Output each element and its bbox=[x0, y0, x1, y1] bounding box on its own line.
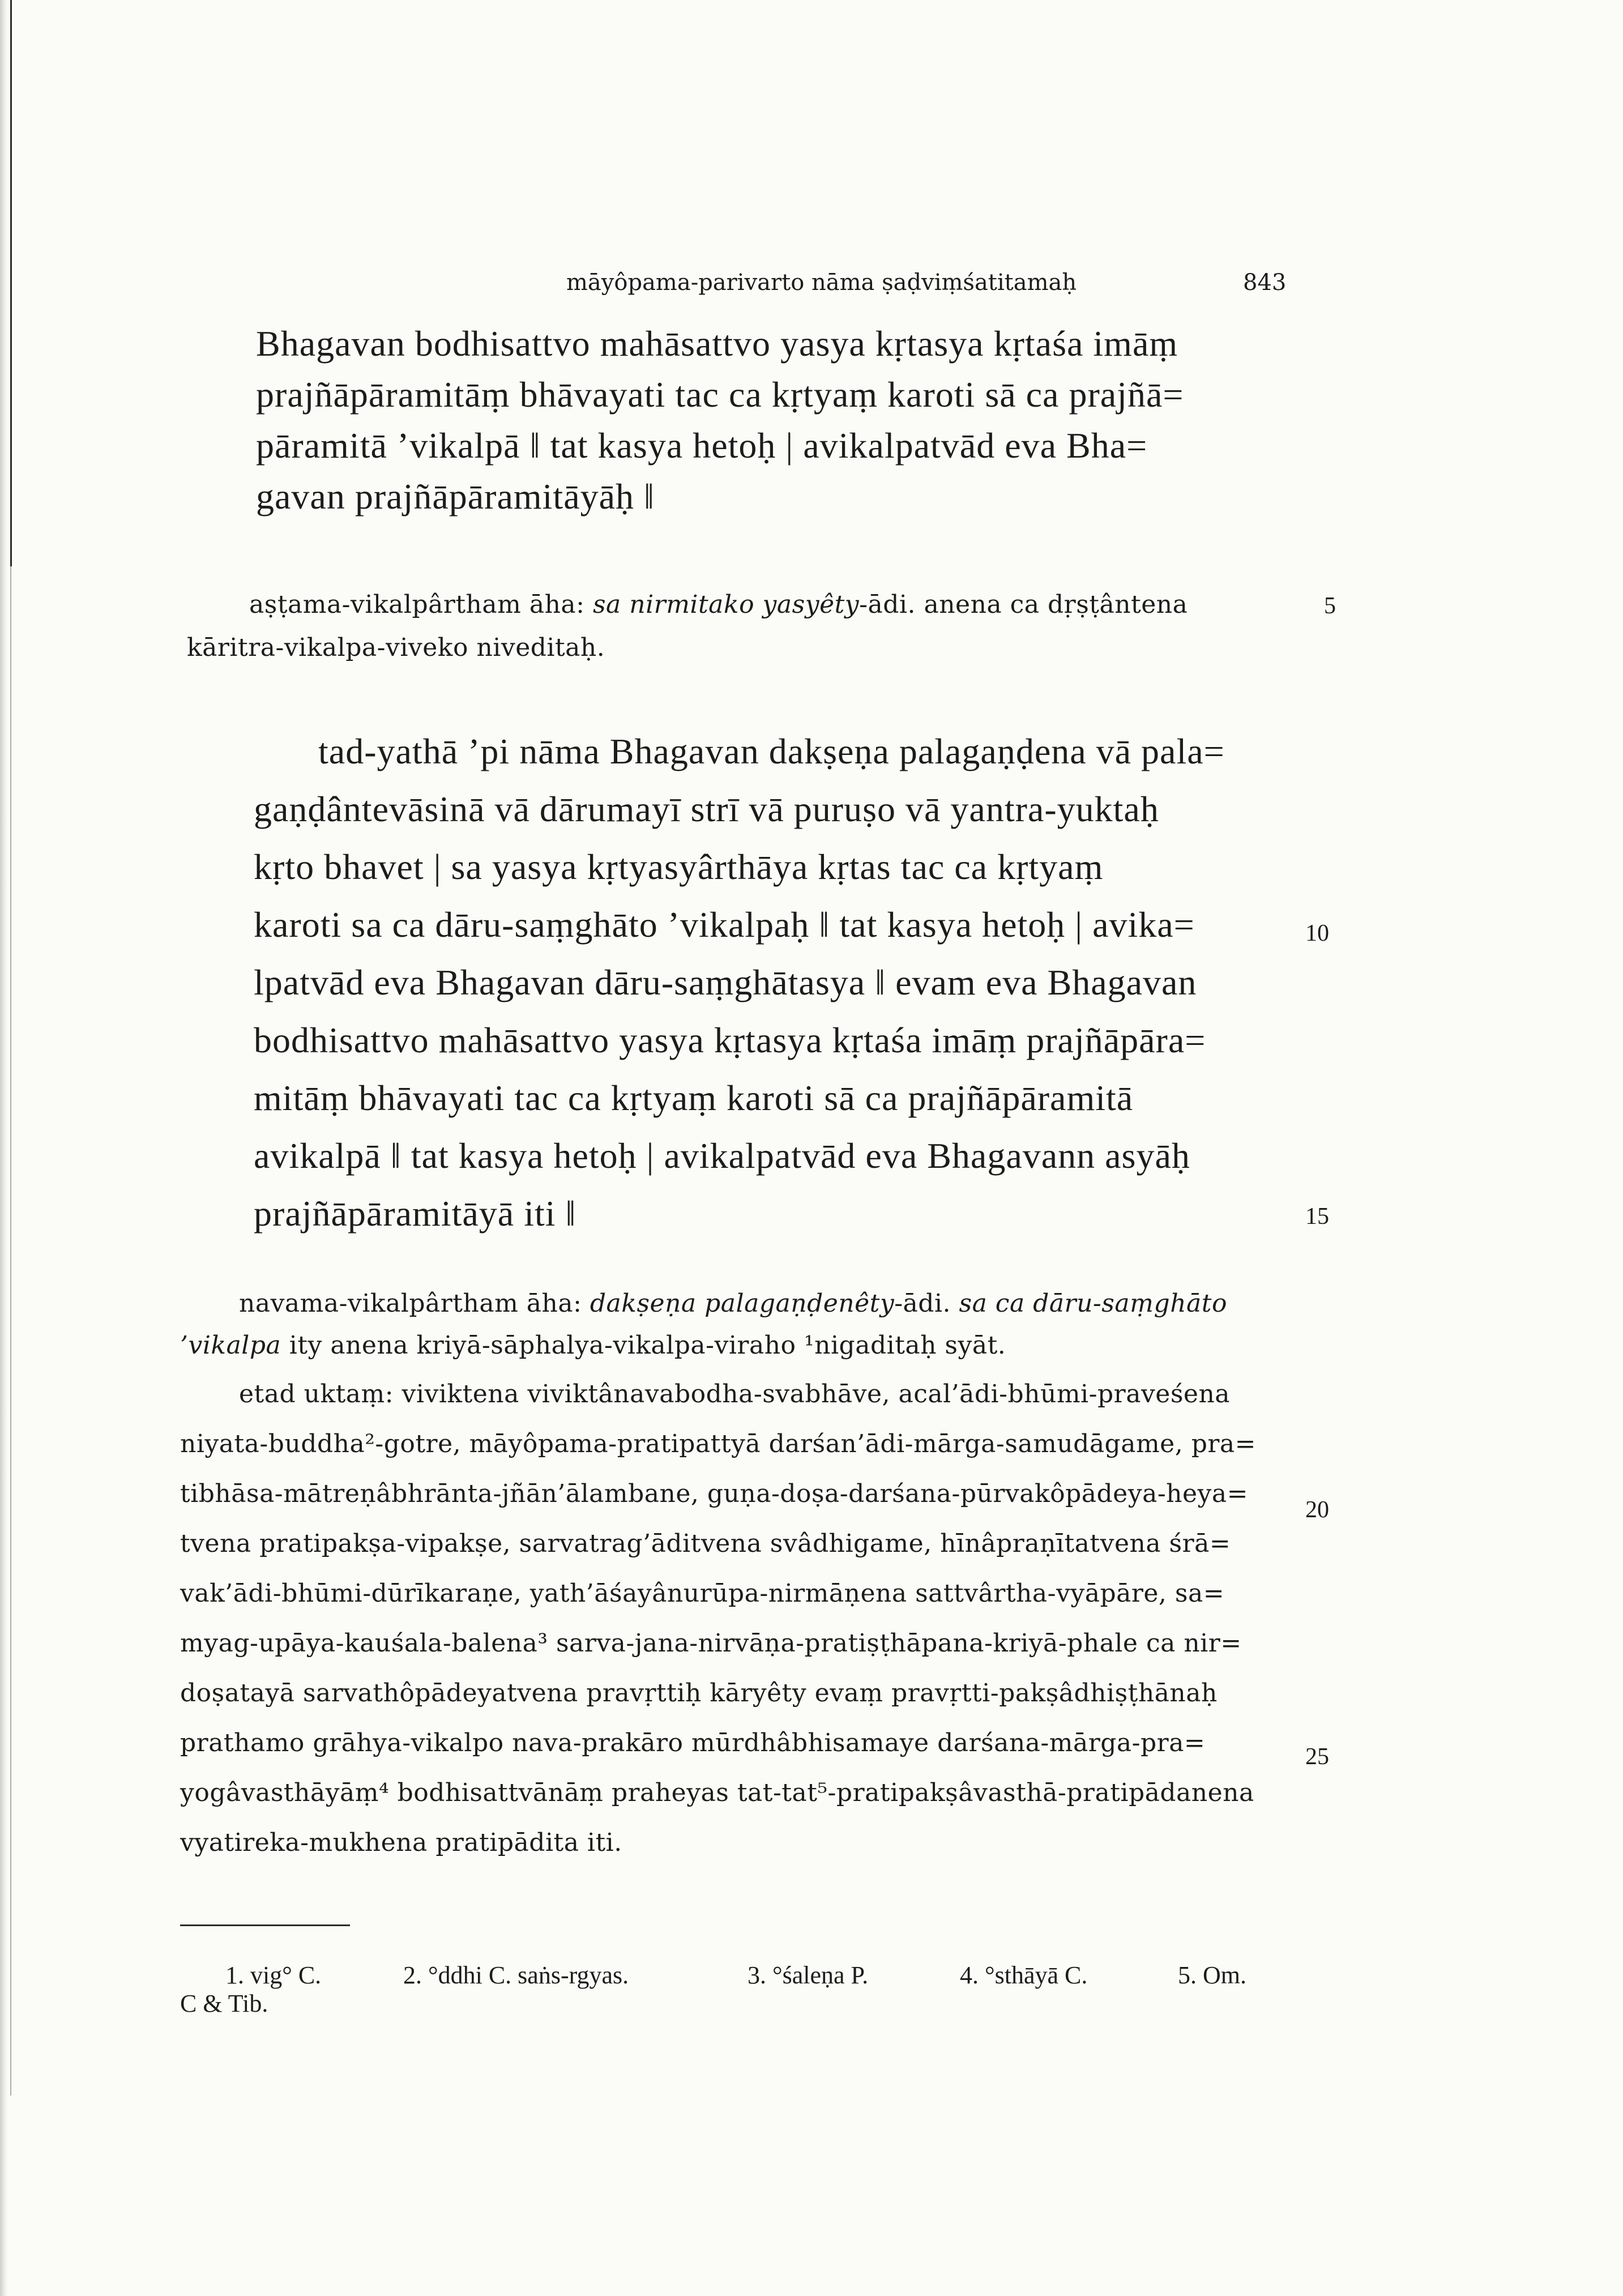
scan-edge-shadow bbox=[0, 0, 8, 2296]
commentary-prefix: navama-vikalpârtham āha: bbox=[239, 1289, 590, 1318]
line-number: 5 bbox=[1324, 593, 1336, 619]
text-line: prajñāpāramitāyā iti ‖ bbox=[254, 1193, 576, 1234]
footnote: 1. vig° C. bbox=[225, 1961, 322, 1989]
commentary-line: myag-upāya-kauśala-balena³ sarva-jana-nirvāṇa-pratiṣṭhāpana-kriyā-phale ca nir= bbox=[180, 1629, 1242, 1658]
commentary-line bbox=[249, 590, 1188, 619]
commentary-citation: ’vikalpa bbox=[180, 1331, 281, 1360]
commentary-line: yogâvasthāyāṃ⁴ bodhisattvānāṃ praheyas tat-tat⁵-pratipakṣâvasthā-pratipādanena bbox=[180, 1778, 1254, 1807]
running-head: māyôpama-parivarto nāma ṣaḍviṃśatitamaḥ bbox=[566, 270, 1077, 296]
commentary-suffix: -ādi. anena ca dṛṣṭântena bbox=[859, 590, 1188, 619]
commentary-citation: dakṣeṇa palagaṇḍenêty bbox=[590, 1289, 895, 1318]
line-number: 20 bbox=[1305, 1497, 1329, 1523]
text-line: gaṇḍântevāsinā vā dārumayī strī vā puruṣo vā yantra-yuktaḥ bbox=[254, 789, 1159, 829]
text-line: gavan prajñāpāramitāyāḥ ‖ bbox=[256, 476, 655, 517]
scan-binding-line-faint bbox=[10, 566, 11, 2096]
text-line: kṛto bhavet | sa yasya kṛtyasyârthāya kṛtas tac ca kṛtyaṃ bbox=[254, 847, 1104, 887]
footnote: 2. °ddhi C. saṅs-rgyas. bbox=[403, 1961, 629, 1989]
text-line: mitāṃ bhāvayati tac ca kṛtyaṃ karoti sā ca prajñāpāramitā bbox=[254, 1078, 1134, 1118]
text-line: pāramitā ’vikalpā ‖ tat kasya hetoḥ | avikalpatvād eva Bha= bbox=[256, 425, 1148, 466]
text-line: Bhagavan bodhisattvo mahāsattvo yasya kṛtasya kṛtaśa imāṃ bbox=[256, 323, 1178, 364]
commentary-line: tvena pratipakṣa-vipakṣe, sarvatrag’āditvena svâdhigame, hīnâpraṇītatvena śrā= bbox=[180, 1529, 1231, 1558]
text-line: prajñāpāramitāṃ bhāvayati tac ca kṛtyaṃ karoti sā ca prajñā= bbox=[256, 374, 1184, 415]
commentary-citation: sa ca dāru-saṃghāto bbox=[959, 1289, 1227, 1318]
text-line: lpatvād eva Bhagavan dāru-saṃghātasya ‖ evam eva Bhagavan bbox=[254, 962, 1197, 1002]
commentary-line: kāritra-vikalpa-viveko niveditaḥ. bbox=[187, 633, 605, 662]
commentary-line: niyata-buddha²-gotre, māyôpama-pratipattyā darśan’ādi-mārga-samudāgame, pra= bbox=[180, 1429, 1256, 1458]
commentary-line: vyatireka-mukhena pratipādita iti. bbox=[180, 1828, 622, 1857]
line-number: 25 bbox=[1305, 1744, 1329, 1770]
footnote: 5. Om. bbox=[1178, 1961, 1246, 1989]
text-line: avikalpā ‖ tat kasya hetoḥ | avikalpatvād eva Bhagavann asyāḥ bbox=[254, 1136, 1190, 1176]
footnote: 3. °śaleṇa P. bbox=[748, 1961, 869, 1989]
commentary-prefix: aṣṭama-vikalpârtham āha: bbox=[249, 590, 593, 619]
commentary-citation: sa nirmitako yasyêty bbox=[592, 590, 860, 619]
page-number: 843 bbox=[1243, 270, 1287, 296]
footnote: 4. °sthāyā C. bbox=[960, 1961, 1088, 1989]
commentary-line bbox=[239, 1289, 1227, 1318]
commentary-line: vak’ādi-bhūmi-dūrīkaraṇe, yath’āśayânurūpa-nirmāṇena sattvârtha-vyāpāre, sa= bbox=[180, 1579, 1225, 1608]
commentary-line: doṣatayā sarvathôpādeyatvena pravṛttiḥ kāryêty evaṃ pravṛtti-pakṣâdhiṣṭhānaḥ bbox=[180, 1679, 1218, 1708]
line-number: 15 bbox=[1305, 1204, 1329, 1230]
line-number: 10 bbox=[1305, 920, 1329, 946]
commentary-line bbox=[180, 1331, 1006, 1360]
commentary-line: prathamo grāhya-vikalpo nava-prakāro mūrdhâbhisamaye darśana-mārga-pra= bbox=[180, 1729, 1206, 1757]
commentary-mid: -ādi. bbox=[894, 1289, 959, 1318]
footnote-continuation: C & Tib. bbox=[180, 1990, 268, 2017]
scan-binding-line bbox=[10, 0, 12, 566]
text-line: bodhisattvo mahāsattvo yasya kṛtasya kṛtaśa imāṃ prajñāpāra= bbox=[254, 1020, 1206, 1060]
text-line: tad-yathā ’pi nāma Bhagavan dakṣeṇa palagaṇḍena vā pala= bbox=[318, 731, 1225, 771]
commentary-suffix: ity anena kriyā-sāphalya-vikalpa-viraho ¹nigaditaḥ syāt. bbox=[281, 1331, 1006, 1360]
commentary-line: etad uktaṃ: viviktena viviktânavabodha-svabhāve, acal’ādi-bhūmi-praveśena bbox=[239, 1380, 1231, 1409]
footnote-rule bbox=[180, 1924, 350, 1926]
commentary-line: tibhāsa-mātreṇâbhrānta-jñān’ālambane, guṇa-doṣa-darśana-pūrvakôpādeya-heya= bbox=[180, 1479, 1249, 1508]
text-line: karoti sa ca dāru-saṃghāto ’vikalpaḥ ‖ tat kasya hetoḥ | avika= bbox=[254, 904, 1195, 945]
